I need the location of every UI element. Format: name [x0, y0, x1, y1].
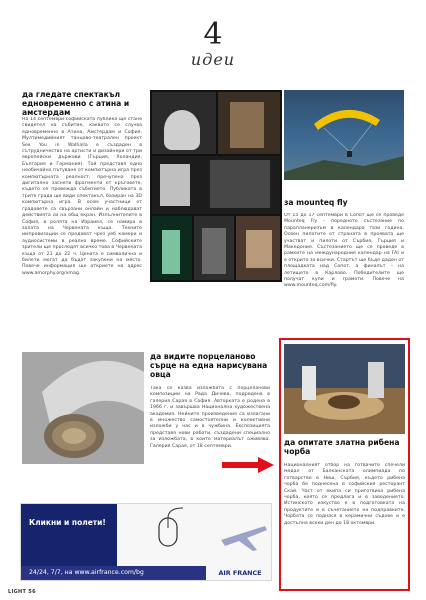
plane-illustration [213, 504, 273, 566]
paraglider-wing-icon [284, 90, 404, 180]
article-title-fish-soup: да опитате златна рибена чорба [284, 438, 400, 456]
article-title-porcelain: да видите порцеланово сърце на една нарисувана овца [150, 352, 268, 379]
article-title-mounteq: за mountеq fly [284, 198, 348, 207]
mouse-icon [121, 504, 213, 566]
ad-headline-panel [21, 504, 117, 566]
airfrance-ad[interactable] [20, 503, 272, 581]
ad-url-bar[interactable]: 24/24, 7/7, на www.airfrance.com/bg [21, 566, 206, 580]
page-footer: LIGHT 56 [8, 589, 36, 595]
ad-headline: Кликни и полети! [29, 518, 106, 527]
article-body-mounteq: От 15 до 17 септември в Сопот ще се проведе Mountеq Fly - поредното състезание по парапланеризъм в календара тази година. Освен пилотите от страната в проявата ще участват и пилоти от Сърбия, Гърция и Македония. Състезанието ще се проведе в рамките на международния календар на FAI и е открито за всички. Стартът ще бъде даден от площадката над Сопот, а финалът – на летището в Карлово. Победителите ще получат купи и грамоти. Повече на www.mountеq.com/fly. [284, 213, 404, 289]
airplane-icon [213, 504, 273, 566]
fish-soup-photo [284, 344, 405, 434]
airfrance-logo: AIR FRANCE [218, 569, 262, 577]
arrow-right-icon [222, 457, 274, 473]
section-number: 4 [203, 17, 223, 52]
article-body-fish-soup: Националният отбор на готвачите спечели медал от Балканската олимпиада по готварство в Ниш, Сърбия, където рибена чорба бе поднесена в софийския ресторант Скай. Част от екипа си приготвиха рибена чорба, която се предлага и в заведението. Истинското изкуство е в подготовката на продуктите и в съчетанието на подправките. Чорбата се поднася в керамични съдове и е достъпна всеки ден до 18 октомври. [284, 463, 405, 526]
section-header [0, 17, 426, 69]
wool-roll-icon [22, 352, 144, 464]
performance-photo-montage [150, 90, 282, 282]
sheep-skin-photo [22, 352, 144, 464]
article-title-performance: да гледате спектакъл едновременно с атина и амстердам [22, 90, 130, 117]
cooking-scene-icon [284, 344, 405, 434]
article-body-porcelain: Така се казва изложбата с порцеланови композиции на Рада Дичева, подредена в галерия Сарая в София. Авторката е родена в 1966 г. и завършва Национална художествена академия. Нейните произведения са излагани в множество самостоятелни и колективни изложби у нас и в чужбина. Експозицията представя нови работи, създадени специално за изложбата, в които материалът оживява. Галерия Сарая, от 18 септември. [150, 386, 270, 449]
paraglider-photo [284, 90, 404, 180]
mouse-illustration [121, 504, 213, 566]
section-word: идеи [190, 50, 236, 69]
article-body-performance: На 14 септември софийската публика ще стане свидетел на събитие, каквото се случва едновременно в Атина, Амстердам и София. Мултимедийният танцово-театрален проект Sex You in Walhalla е създаден в сътрудничество на артисти и дизайнери от три европейски държави (Гърция, Холандия, България и Германия). Той представя едно необичайно пътуване от компютърна игра през компютърната реалност, пречупена през дигитално заснети фрагменти от кръговете, където се провежда събитието. Публиката в трите града ще види спектакъл, базиран на 3D компютърна игра. В осем участници от градовете са свързани онлайн и наблюдават действията си на общ екран. Изпълнителите в София, в ролята на Израиел, се намира в залата на Червената къща. Техните импровизации се предават чрез уеб камери и аудиосистеми в реално време. Софийските зрители ще проследят всичко това в Червената къща от 21 до 22 ч. Цената е символична и билети могат да бъдат закупени на място. Повече информация ще откриете на адрес www.amorphy.org/xmag. [22, 117, 142, 276]
